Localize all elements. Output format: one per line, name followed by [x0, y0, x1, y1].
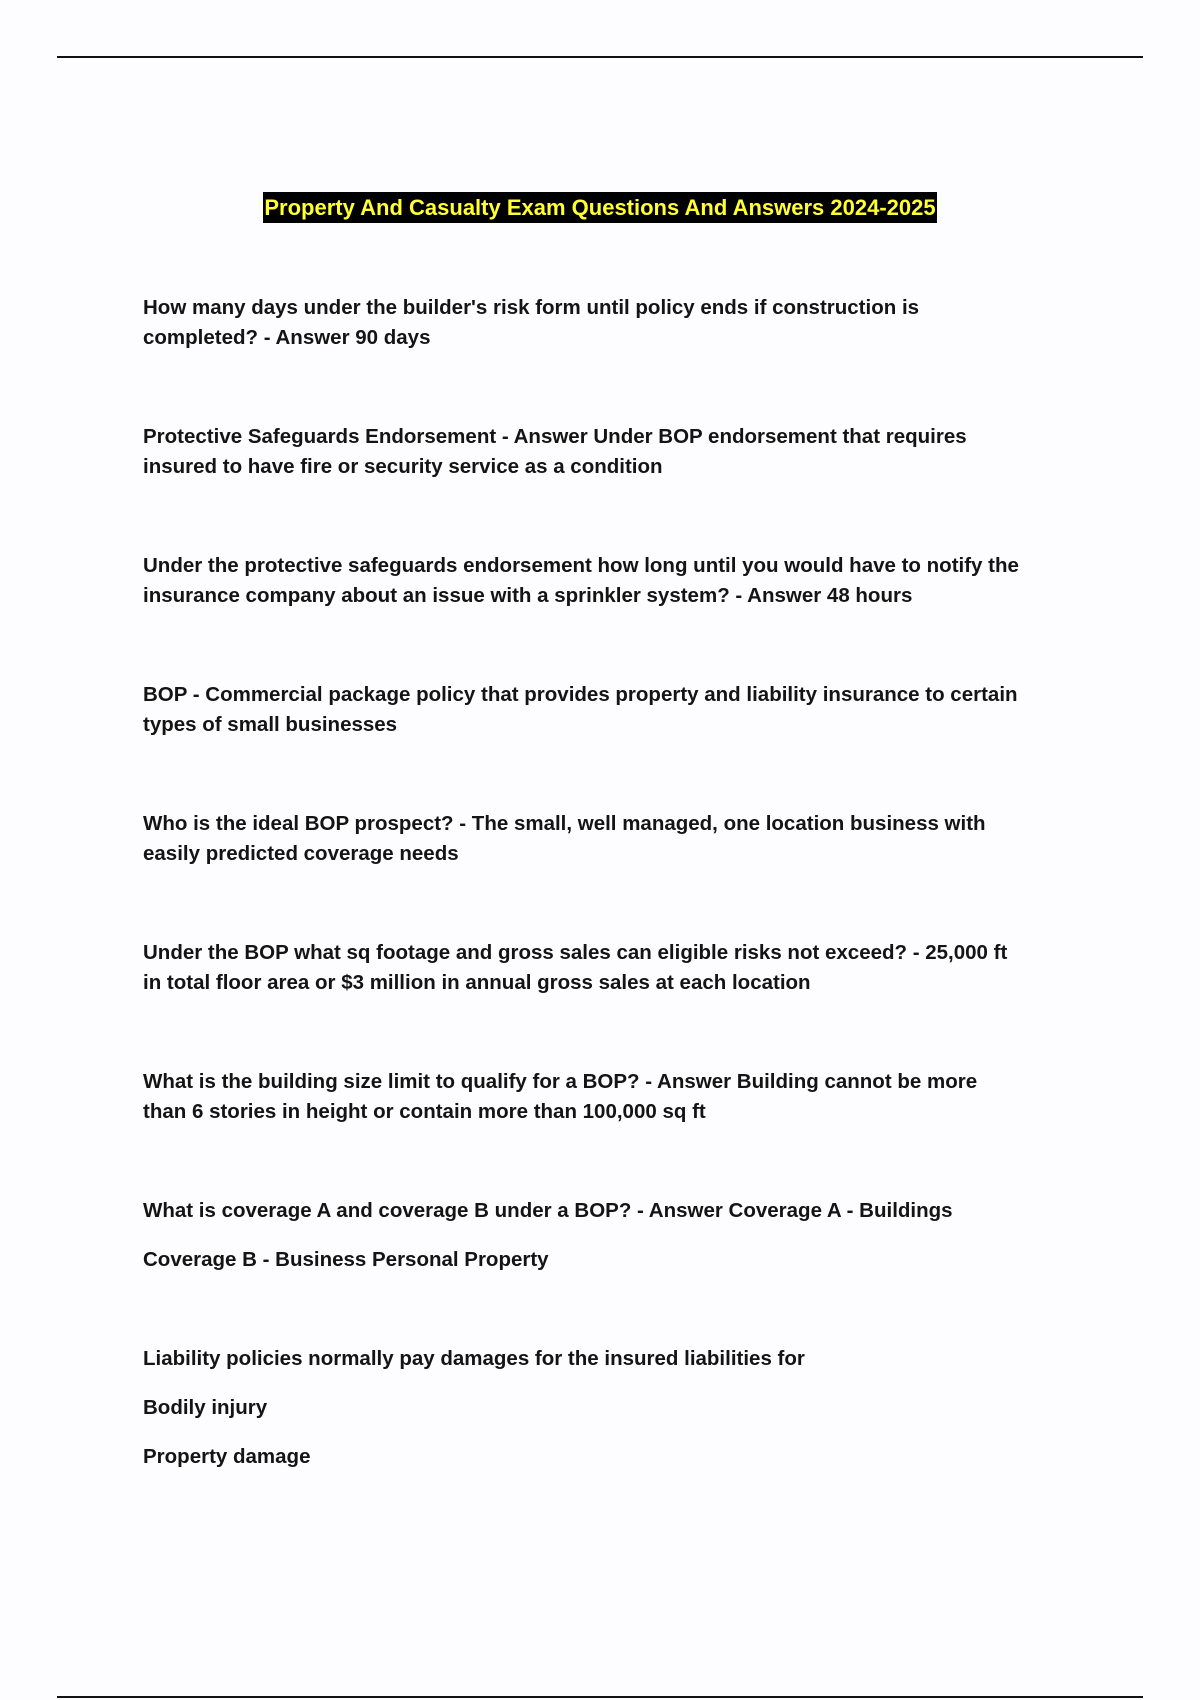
qa-item	[143, 680, 1103, 740]
bottom-rule	[57, 1696, 1143, 1698]
title-wrap	[0, 192, 1200, 223]
qa-line: Protective Safeguards Endorsement - Answer Under BOP endorsement that requires	[143, 425, 967, 448]
qa-line: BOP - Commercial package policy that provides property and liability insurance to certain	[143, 683, 1018, 706]
qa-line: Coverage B - Business Personal Property	[143, 1248, 549, 1271]
qa-item	[143, 938, 1103, 998]
qa-line: Property damage	[143, 1445, 311, 1468]
qa-line: insured to have fire or security service as a condition	[143, 455, 663, 478]
qa-line: What is the building size limit to qualify for a BOP? - Answer Building cannot be more	[143, 1070, 978, 1093]
qa-line: types of small businesses	[143, 713, 398, 736]
qa-item	[143, 293, 1103, 353]
qa-line: than 6 stories in height or contain more than 100,000 sq ft	[143, 1100, 706, 1123]
qa-list	[143, 293, 1103, 1541]
qa-item	[143, 551, 1103, 611]
qa-item	[143, 1344, 1103, 1472]
qa-line: Under the protective safeguards endorsement how long until you would have to notify the	[143, 554, 1019, 577]
qa-line: What is coverage A and coverage B under a BOP? - Answer Coverage A - Buildings	[143, 1199, 953, 1222]
qa-line: Bodily injury	[143, 1396, 268, 1419]
qa-line: Who is the ideal BOP prospect? - The small, well managed, one location business with	[143, 812, 986, 835]
qa-line: How many days under the builder's risk form until policy ends if construction is	[143, 296, 920, 319]
qa-line: Liability policies normally pay damages for the insured liabilities for	[143, 1347, 805, 1370]
qa-line: completed? - Answer 90 days	[143, 326, 431, 349]
qa-line: in total floor area or $3 million in annual gross sales at each location	[143, 971, 811, 994]
qa-item	[143, 1067, 1103, 1127]
document-title: Property And Casualty Exam Questions And Answers 2024-2025	[263, 192, 936, 223]
qa-item	[143, 1196, 1103, 1275]
qa-line: insurance company about an issue with a sprinkler system? - Answer 48 hours	[143, 584, 913, 607]
qa-line: Under the BOP what sq footage and gross sales can eligible risks not exceed? - 25,000 ft	[143, 941, 1008, 964]
top-rule	[57, 56, 1143, 58]
qa-item	[143, 422, 1103, 482]
qa-item	[143, 809, 1103, 869]
qa-line: easily predicted coverage needs	[143, 842, 459, 865]
